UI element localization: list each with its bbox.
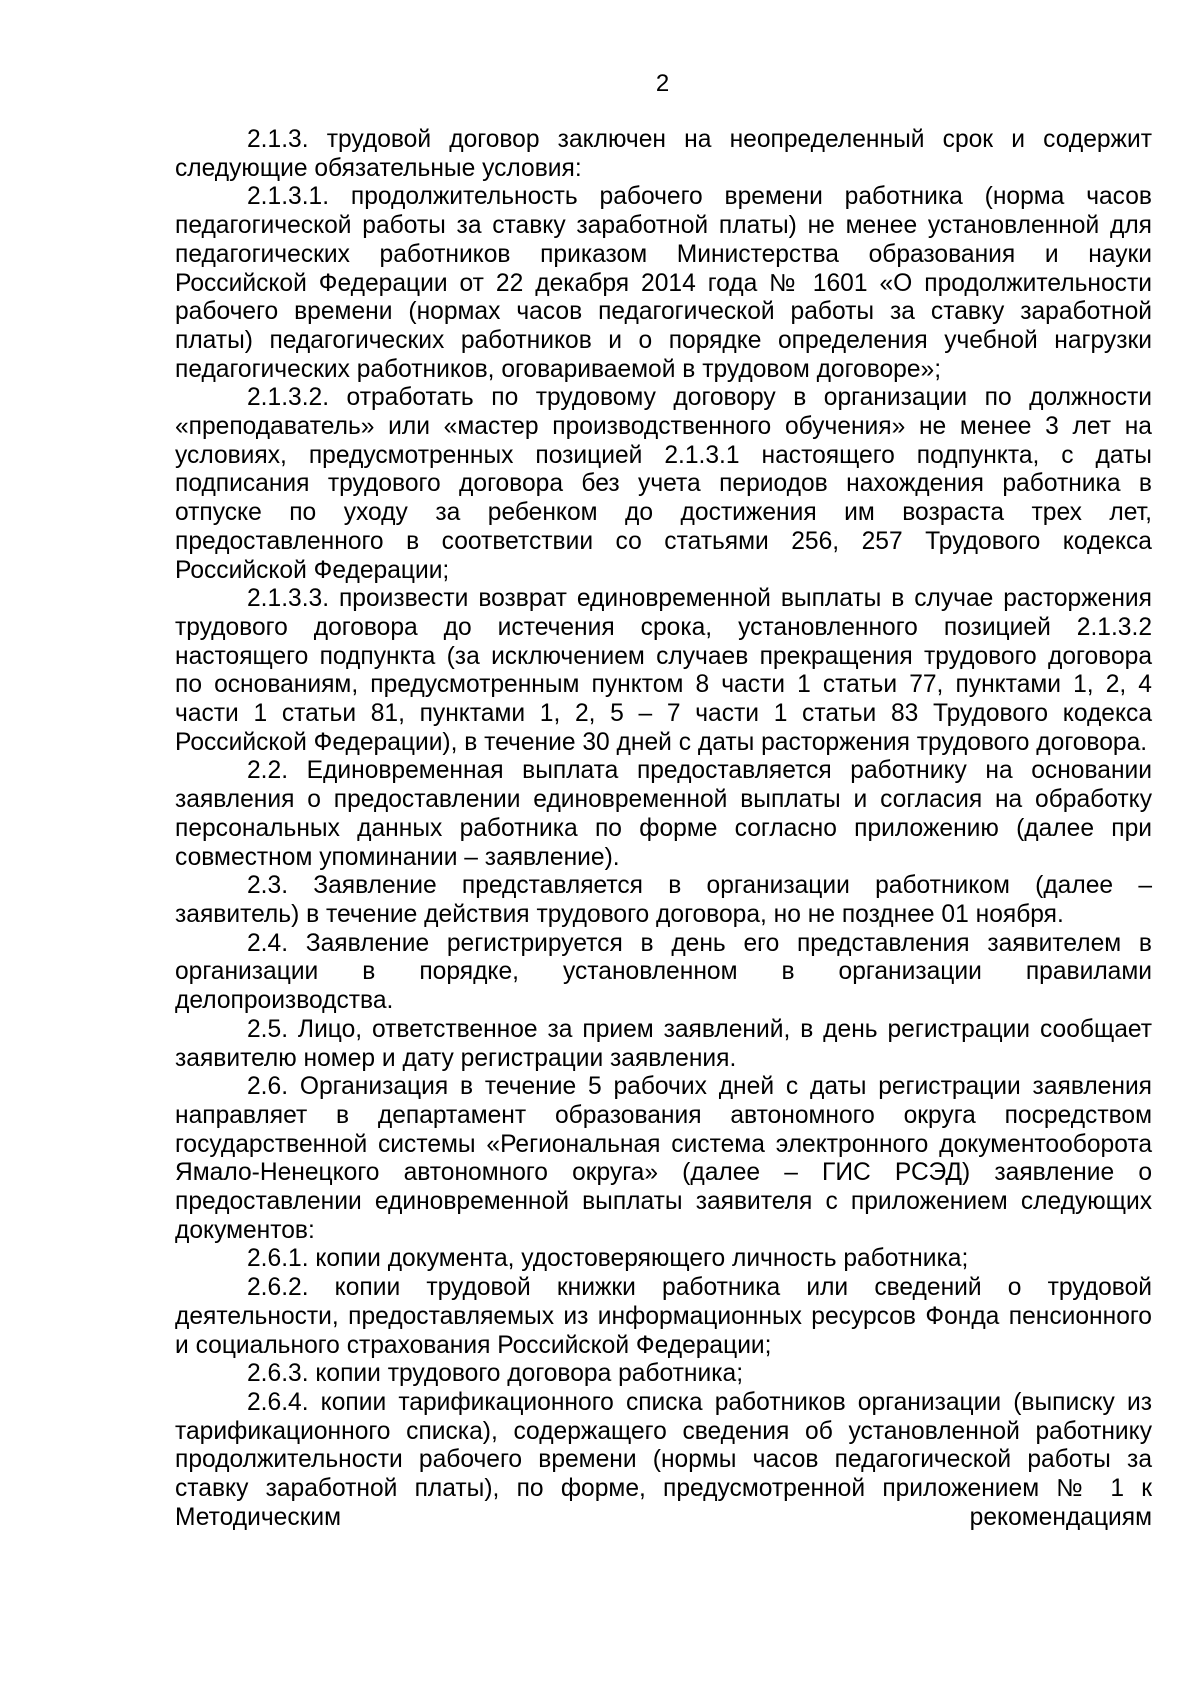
paragraph-2-1-3-2: 2.1.3.2. отработать по трудовому договору в организации по должности «преподаватель» или «мастер производственного обучения» не менее 3 лет на условиях, предусмотренных позицией 2.1.3.1 настоящего подпункта, с даты подписания трудового договора без учета периодов нахождения работника в отпуске по уходу за ребенком до достижения им возраста трех лет, предоставленного в соответствии со статьями 256, 257 Трудового кодекса Российской Федерации;: [175, 384, 1152, 584]
paragraph-2-2: 2.2. Единовременная выплата предоставляется работнику на основании заявления о предоставлении единовременной выплаты и согласия на обработку персональных данных работника по форме согласно приложению (далее при совместном упоминании – заявление).: [175, 757, 1152, 871]
paragraph-2-6: 2.6. Организация в течение 5 рабочих дней с даты регистрации заявления направляет в департамент образования автономного округа посредством государственной системы «Региональная система электронного документооборота Ямало-Ненецкого автономного округа» (далее – ГИС РСЭД) заявление о предоставлении единовременной выплаты заявителя с приложением следующих документов:: [175, 1073, 1152, 1244]
paragraph-2-6-2: 2.6.2. копии трудовой книжки работника или сведений о трудовой деятельности, предоставляемых из информационных ресурсов Фонда пенсионного и социального страхования Российской Федерации;: [175, 1274, 1152, 1359]
paragraph-2-1-3-1: 2.1.3.1. продолжительность рабочего времени работника (норма часов педагогической работы за ставку заработной платы) не менее установленной для педагогических работников приказом Министерства образования и науки Российской Федерации от 22 декабря 2014 года № 1601 «О продолжительности рабочего времени (нормах часов педагогической работы за ставку заработной платы) педагогических работников и о порядке определения учебной нагрузки педагогических работников, оговариваемой в трудовом договоре»;: [175, 183, 1152, 383]
page-number: 2: [655, 70, 670, 97]
document-body: [175, 126, 1152, 1532]
paragraph-2-6-1: 2.6.1. копии документа, удостоверяющего личность работника;: [247, 1245, 969, 1273]
paragraph-2-3: 2.3. Заявление представляется в организации работником (далее – заявитель) в течение действия трудового договора, но не позднее 01 ноября.: [175, 872, 1152, 928]
paragraph-2-6-4: 2.6.4. копии тарификационного списка работников организации (выписку из тарификационного списка), содержащего сведения об установленной работнику продолжительности рабочего времени (нормы часов педагогической работы за ставку заработной платы), по форме, предусмотренной приложением № 1 к Методическим рекомендациям: [175, 1388, 1152, 1531]
paragraph-2-6-3: 2.6.3. копии трудового договора работника;: [247, 1360, 744, 1388]
paragraph-2-4: 2.4. Заявление регистрируется в день его представления заявителем в организации в порядке, установленном в организации правилами делопроизводства.: [175, 929, 1152, 1015]
paragraph-2-1-3-3: 2.1.3.3. произвести возврат единовременной выплаты в случае расторжения трудового договора до истечения срока, установленного позицией 2.1.3.2 настоящего подпункта (за исключением случаев прекращения трудового договора по основаниям, предусмотренным пунктом 8 части 1 статьи 77, пунктами 1, 2, 4 части 1 статьи 81, пунктами 1, 2, 5 – 7 части 1 статьи 83 Трудового кодекса Российской Федерации), в течение 30 дней с даты расторжения трудового договора.: [175, 585, 1152, 756]
paragraph-2-5: 2.5. Лицо, ответственное за прием заявлений, в день регистрации сообщает заявителю номер и дату регистрации заявления.: [175, 1015, 1152, 1072]
paragraph-2-1-3: 2.1.3. трудовой договор заключен на неопределенный срок и содержит следующие обязательные условия:: [175, 126, 1152, 182]
